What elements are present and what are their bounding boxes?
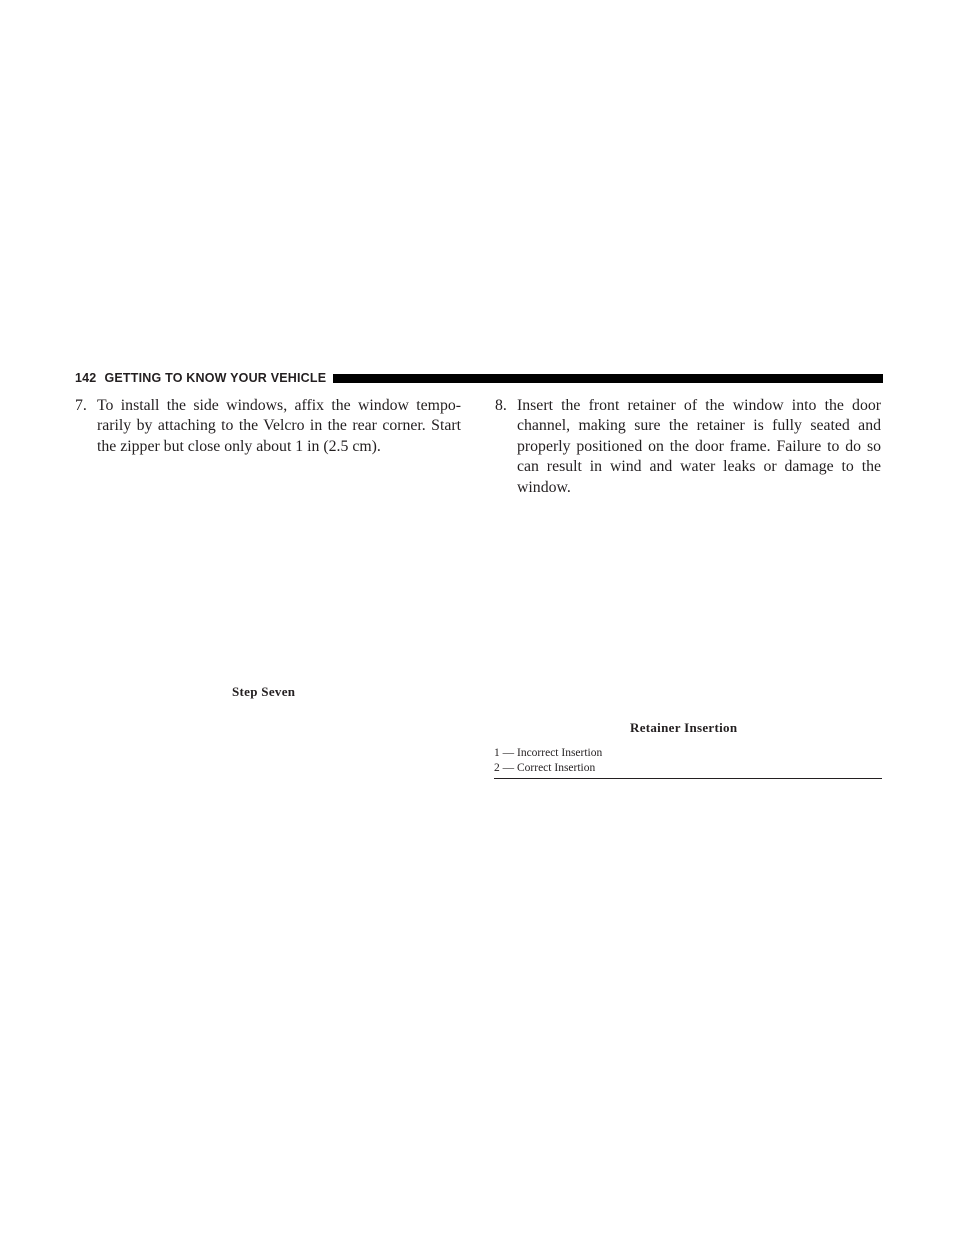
step-eight-text: Insert the front retainer of the window into the door channel, making sure the retainer is fully seated and properly positioned on the door frame. Failure to do so can result in wind and water leaks or damage to the window.	[517, 397, 881, 496]
legend-item-incorrect: 1 — Incorrect Insertion	[494, 747, 603, 759]
step-seven-text: To install the side windows, affix the window tempo-rarily by attaching to the Velcro in the rear corner. Start the zipper but close only about 1 in (2.5 cm).	[97, 397, 461, 455]
step-seven-caption: Step Seven	[232, 684, 296, 699]
section-title: GETTING TO KNOW YOUR VEHICLE	[104, 371, 327, 385]
step-eight	[495, 396, 881, 498]
figure-legend	[494, 746, 882, 779]
page-header	[75, 370, 883, 386]
retainer-insertion-caption: Retainer Insertion	[630, 720, 738, 735]
step-eight-number: 8.	[495, 397, 507, 414]
page-number: 142	[75, 371, 97, 385]
header-rule	[333, 374, 883, 383]
step-seven-number: 7.	[75, 397, 87, 414]
retainer-insertion-figure	[494, 495, 882, 710]
legend-item-correct: 2 — Correct Insertion	[494, 762, 596, 774]
step-seven-figure	[75, 470, 461, 675]
step-seven	[75, 396, 461, 457]
